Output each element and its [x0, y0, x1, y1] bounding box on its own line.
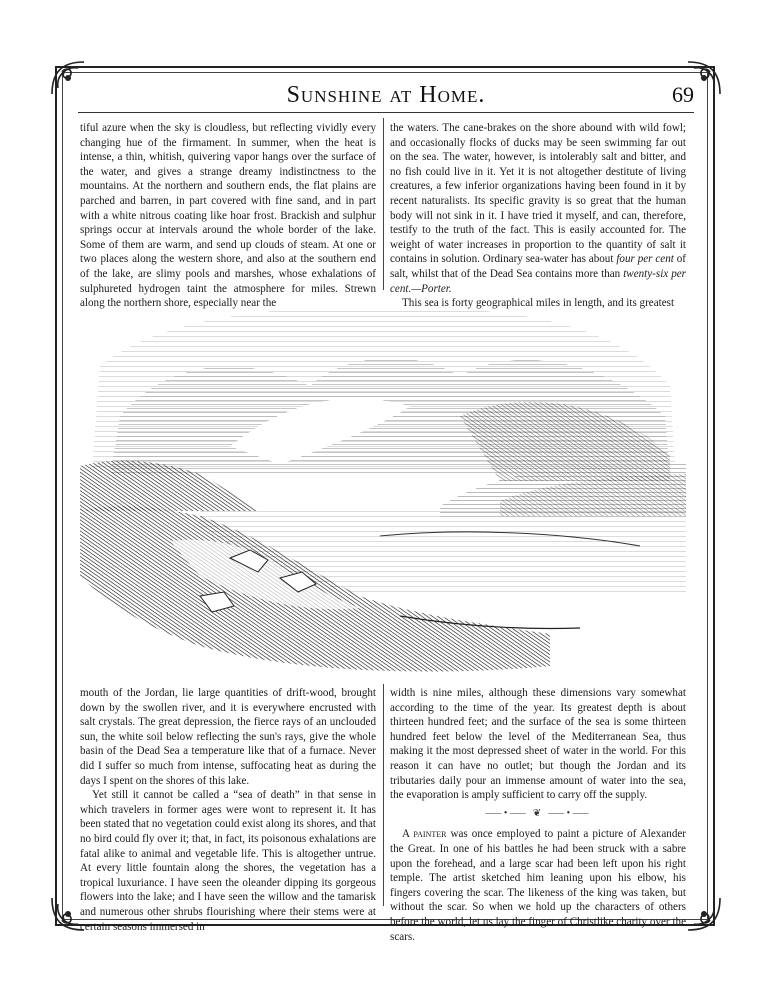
text-run: of salt, whilst that of the Dead Sea contains more than	[390, 253, 686, 280]
italic-run: four per cent	[616, 253, 674, 266]
lead-in-small-caps: A painter	[402, 828, 447, 841]
paragraph	[390, 827, 686, 944]
text-run: the waters. The cane-brakes on the shore abound with wild fowl; and occasionally flocks of ducks may be seen swimming far out on the sea. The water, however, is intolerably salt and bitter, and no fish could live in it. Yet it is not altogether destitute of living creatures, a few inferior organizations having been found in it by recent naturalists. Its specific gravity is so great that the human body will not sink in it. I have tried it myself, and can, therefore, testify to the truth of the fact. This is easily accounted for. The weight of water increases in proportion to the quantity of salt it contains in solution. Ordinary sea-water has about	[390, 122, 686, 266]
column-bottom-left	[80, 686, 376, 933]
page-header	[78, 80, 694, 110]
section-ornament: ⸺•⸺ ❦ ⸺•⸺	[484, 807, 592, 819]
corner-ornament-bottom-right	[684, 894, 724, 934]
dead-sea-engraving	[80, 296, 686, 680]
column-divider-bottom	[383, 684, 384, 906]
running-title: Sunshine at Home.	[286, 82, 486, 108]
header-rule	[78, 112, 694, 113]
paragraph: width is nine miles, although these dimensions vary somewhat according to the time of the year. Its greatest depth is about thirteen hundred feet; and the surface of the sea is some thirteen hundred feet below the level of the Mediterranean Sea, thus making it the most depressed sheet of water in the world. For this reason it can have no outlet; but though the Jordan and its tributaries daily pour an immense amount of water into the sea, the evaporation is amply sufficient to carry off the supply.	[390, 687, 686, 802]
paragraph: Yet still it cannot be called a “sea of death” in that sense in which travelers in former ages were wont to represent it. It has been stated that no vegetation could exist along its shores, and that no bird could fly over it; that, in fact, its poisonous exhalations are fatal alike to animal and vegetable life. This is altogether untrue. At every little fountain along the shores, the vegetation has a tropical luxuriance. I have seen the oleander dipping its gorgeous flowers into the lake; and I have seen the willow and the tamarisk and numerous other shrubs flourishing where their stems were at certain seasons immersed in	[80, 789, 376, 933]
paragraph	[390, 121, 686, 296]
page-number: 69	[672, 82, 694, 107]
column-top-right	[390, 121, 687, 310]
column-bottom-right	[390, 686, 686, 943]
paragraph: tiful azure when the sky is cloudless, but reflecting vividly every changing hue of the firmament. In summer, when the heat is intense, a thin, whitish, quivering vapor hangs over the surface of the water, and gives a strange dreamy indistinctness to the mountains. At the northern and southern ends, the flat plains are parched and barren, in part covered with fine sand, and in part with a white nitrous coating like hoar frost. Brackish and sulphur springs occur at intervals around the whole border of the lake. Some of them are warm, and send up clouds of steam. At one or two places along the western shore, and also at the southern end of the lake, are slimy pools and marshes, whose exhalations of sulphureted hydrogen taint the atmosphere for miles. Strewn along the northern shore, especially near the	[80, 122, 376, 310]
column-divider-top	[383, 118, 384, 290]
column-top-left	[80, 121, 376, 310]
italic-run: twenty-six per cent.—Porter.	[390, 267, 687, 295]
paragraph: This sea is forty geographical miles in length, and its greatest	[402, 297, 675, 310]
paragraph: mouth of the Jordan, lie large quantities of drift-wood, brought down by the swollen river, and it is everywhere encrusted with salt crystals. The great depression, the fierce rays of an unclouded sun, the white soil below reflecting the sun's rays, give the whole basin of the Dead Sea a temperature like that of a furnace. Never did I suffer so much from intense, suffocating heat as during the days I spent on the shores of this lake.	[80, 687, 376, 787]
text-run: was once employed to paint a picture of Alexander the Great. In one of his battles he had been struck with a sabre upon the forehead, and a large scar had been left upon his right temple. The artist sketched him leaning upon his elbow, his fingers covering the scar. The likeness of the king was taken, but without the scar. So when we hold up the characters of others before the world, let us lay the finger of Christlike charity over the scars.	[390, 828, 686, 943]
